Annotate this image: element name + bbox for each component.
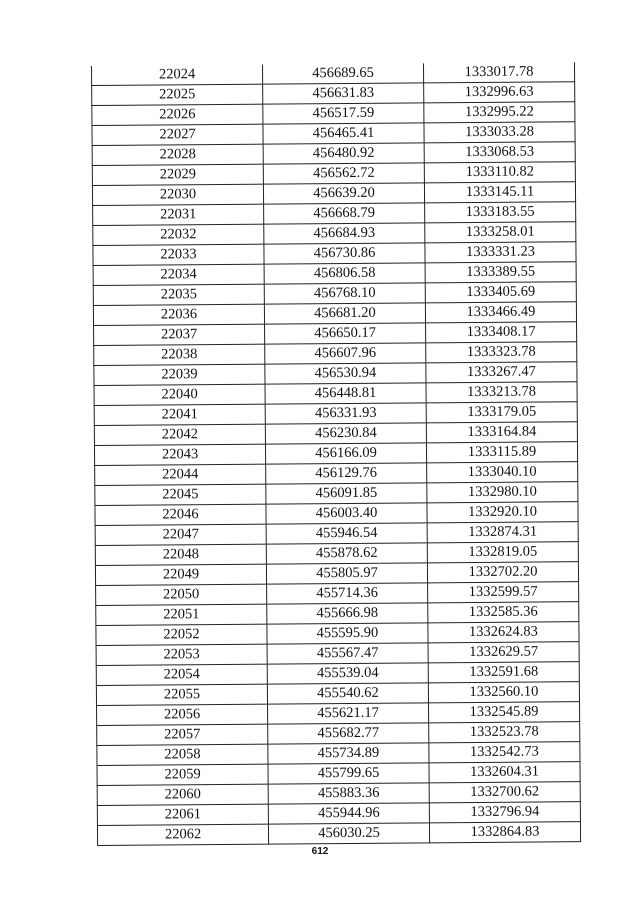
- x-coordinate-cell: 455734.89: [268, 743, 429, 764]
- y-coordinate-cell: 1332545.89: [429, 702, 580, 723]
- x-coordinate-cell: 455878.62: [266, 543, 427, 564]
- y-coordinate-cell: 1333331.23: [425, 242, 576, 263]
- y-coordinate-cell: 1332624.83: [428, 622, 579, 643]
- point-id-cell: 22028: [92, 144, 263, 165]
- point-id-cell: 22031: [93, 204, 264, 225]
- point-id-cell: 22026: [92, 104, 263, 125]
- y-coordinate-cell: 1332523.78: [429, 722, 580, 743]
- point-id-cell: 22035: [93, 284, 264, 305]
- y-coordinate-cell: 1333323.78: [426, 342, 577, 363]
- y-coordinate-cell: 1332874.31: [427, 522, 578, 543]
- point-id-cell: 22036: [93, 304, 264, 325]
- x-coordinate-cell: 455595.90: [267, 623, 428, 644]
- x-coordinate-cell: 456129.76: [266, 463, 427, 484]
- y-coordinate-cell: 1332796.94: [429, 802, 580, 823]
- point-id-cell: 22049: [95, 564, 266, 585]
- point-id-cell: 22050: [96, 584, 267, 605]
- y-coordinate-cell: 1333267.47: [426, 362, 577, 383]
- point-id-cell: 22053: [96, 644, 267, 665]
- point-id-cell: 22041: [94, 404, 265, 425]
- y-coordinate-cell: 1332599.57: [428, 582, 579, 603]
- y-coordinate-cell: 1333466.49: [425, 302, 576, 323]
- y-coordinate-cell: 1332980.10: [427, 482, 578, 503]
- y-coordinate-cell: 1332700.62: [429, 782, 580, 803]
- x-coordinate-cell: 455714.36: [267, 583, 428, 604]
- point-id-cell: 22025: [92, 84, 263, 105]
- x-coordinate-cell: 456650.17: [265, 323, 426, 344]
- x-coordinate-cell: 456166.09: [265, 443, 426, 464]
- y-coordinate-cell: 1333258.01: [425, 222, 576, 243]
- x-coordinate-cell: 456689.65: [262, 63, 423, 84]
- point-id-cell: 22046: [95, 504, 266, 525]
- point-id-cell: 22048: [95, 544, 266, 565]
- point-id-cell: 22054: [96, 664, 267, 685]
- y-coordinate-cell: 1333408.17: [426, 322, 577, 343]
- x-coordinate-cell: 456230.84: [265, 423, 426, 444]
- y-coordinate-cell: 1333213.78: [426, 382, 577, 403]
- point-id-cell: 22032: [93, 224, 264, 245]
- y-coordinate-cell: 1332542.73: [429, 742, 580, 763]
- point-id-cell: 22045: [95, 484, 266, 505]
- x-coordinate-cell: 455567.47: [267, 643, 428, 664]
- point-id-cell: 22060: [97, 784, 268, 805]
- y-coordinate-cell: 1333068.53: [424, 142, 575, 163]
- y-coordinate-cell: 1332920.10: [427, 502, 578, 523]
- y-coordinate-cell: 1332702.20: [427, 562, 578, 583]
- x-coordinate-cell: 456003.40: [266, 503, 427, 524]
- point-id-cell: 22062: [97, 824, 268, 845]
- x-coordinate-cell: 455540.62: [267, 683, 428, 704]
- y-coordinate-cell: 1333164.84: [426, 422, 577, 443]
- x-coordinate-cell: 456091.85: [266, 483, 427, 504]
- x-coordinate-cell: 456684.93: [264, 223, 425, 244]
- x-coordinate-cell: 456607.96: [265, 343, 426, 364]
- x-coordinate-cell: 456480.92: [263, 143, 424, 164]
- point-id-cell: 22029: [92, 164, 263, 185]
- x-coordinate-cell: 455539.04: [267, 663, 428, 684]
- x-coordinate-cell: 455944.96: [268, 803, 429, 824]
- x-coordinate-cell: 455621.17: [268, 703, 429, 724]
- point-id-cell: 22040: [94, 384, 265, 405]
- x-coordinate-cell: 455883.36: [268, 783, 429, 804]
- x-coordinate-cell: 456639.20: [263, 183, 424, 204]
- coordinate-table: [91, 62, 581, 846]
- point-id-cell: 22056: [97, 704, 268, 725]
- point-id-cell: 22058: [97, 744, 268, 765]
- x-coordinate-cell: 456517.59: [263, 103, 424, 124]
- y-coordinate-cell: 1333110.82: [424, 162, 575, 183]
- point-id-cell: 22042: [94, 424, 265, 445]
- y-coordinate-cell: 1332629.57: [428, 642, 579, 663]
- x-coordinate-cell: 456806.58: [264, 263, 425, 284]
- y-coordinate-cell: 1332995.22: [424, 102, 575, 123]
- coordinate-table-body: [91, 62, 580, 845]
- y-coordinate-cell: 1333145.11: [424, 182, 575, 203]
- point-id-cell: 22043: [94, 444, 265, 465]
- point-id-cell: 22039: [94, 364, 265, 385]
- x-coordinate-cell: 456730.86: [264, 243, 425, 264]
- y-coordinate-cell: 1333115.89: [426, 442, 577, 463]
- x-coordinate-cell: 456681.20: [264, 303, 425, 324]
- point-id-cell: 22057: [97, 724, 268, 745]
- point-id-cell: 22051: [96, 604, 267, 625]
- x-coordinate-cell: 456631.83: [263, 83, 424, 104]
- y-coordinate-cell: 1333033.28: [424, 122, 575, 143]
- x-coordinate-cell: 455682.77: [268, 723, 429, 744]
- point-id-cell: 22059: [97, 764, 268, 785]
- y-coordinate-cell: 1333183.55: [425, 202, 576, 223]
- x-coordinate-cell: 456331.93: [265, 403, 426, 424]
- y-coordinate-cell: 1332591.68: [428, 662, 579, 683]
- point-id-cell: 22034: [93, 264, 264, 285]
- y-coordinate-cell: 1333040.10: [427, 462, 578, 483]
- x-coordinate-cell: 456465.41: [263, 123, 424, 144]
- point-id-cell: 22044: [95, 464, 266, 485]
- point-id-cell: 22033: [93, 244, 264, 265]
- y-coordinate-cell: 1332585.36: [428, 602, 579, 623]
- point-id-cell: 22061: [97, 804, 268, 825]
- x-coordinate-cell: 456448.81: [265, 383, 426, 404]
- y-coordinate-cell: 1333405.69: [425, 282, 576, 303]
- x-coordinate-cell: 455799.65: [268, 763, 429, 784]
- x-coordinate-cell: 455805.97: [266, 563, 427, 584]
- y-coordinate-cell: 1333389.55: [425, 262, 576, 283]
- y-coordinate-cell: 1332996.63: [424, 82, 575, 103]
- y-coordinate-cell: 1332604.31: [429, 762, 580, 783]
- x-coordinate-cell: 455666.98: [267, 603, 428, 624]
- point-id-cell: 22030: [92, 184, 263, 205]
- point-id-cell: 22047: [95, 524, 266, 545]
- y-coordinate-cell: 1332560.10: [428, 682, 579, 703]
- point-id-cell: 22037: [94, 324, 265, 345]
- x-coordinate-cell: 456768.10: [264, 283, 425, 304]
- x-coordinate-cell: 456530.94: [265, 363, 426, 384]
- x-coordinate-cell: 456030.25: [268, 823, 429, 844]
- x-coordinate-cell: 456668.79: [264, 203, 425, 224]
- point-id-cell: 22052: [96, 624, 267, 645]
- y-coordinate-cell: 1332819.05: [427, 542, 578, 563]
- point-id-cell: 22038: [94, 344, 265, 365]
- x-coordinate-cell: 456562.72: [263, 163, 424, 184]
- point-id-cell: 22024: [91, 65, 262, 86]
- y-coordinate-cell: 1333179.05: [426, 402, 577, 423]
- page-number: 612: [311, 846, 329, 857]
- x-coordinate-cell: 455946.54: [266, 523, 427, 544]
- table-row: [97, 822, 580, 846]
- y-coordinate-cell: 1332864.83: [429, 822, 580, 843]
- point-id-cell: 22055: [96, 684, 267, 705]
- point-id-cell: 22027: [92, 124, 263, 145]
- y-coordinate-cell: 1333017.78: [423, 62, 574, 83]
